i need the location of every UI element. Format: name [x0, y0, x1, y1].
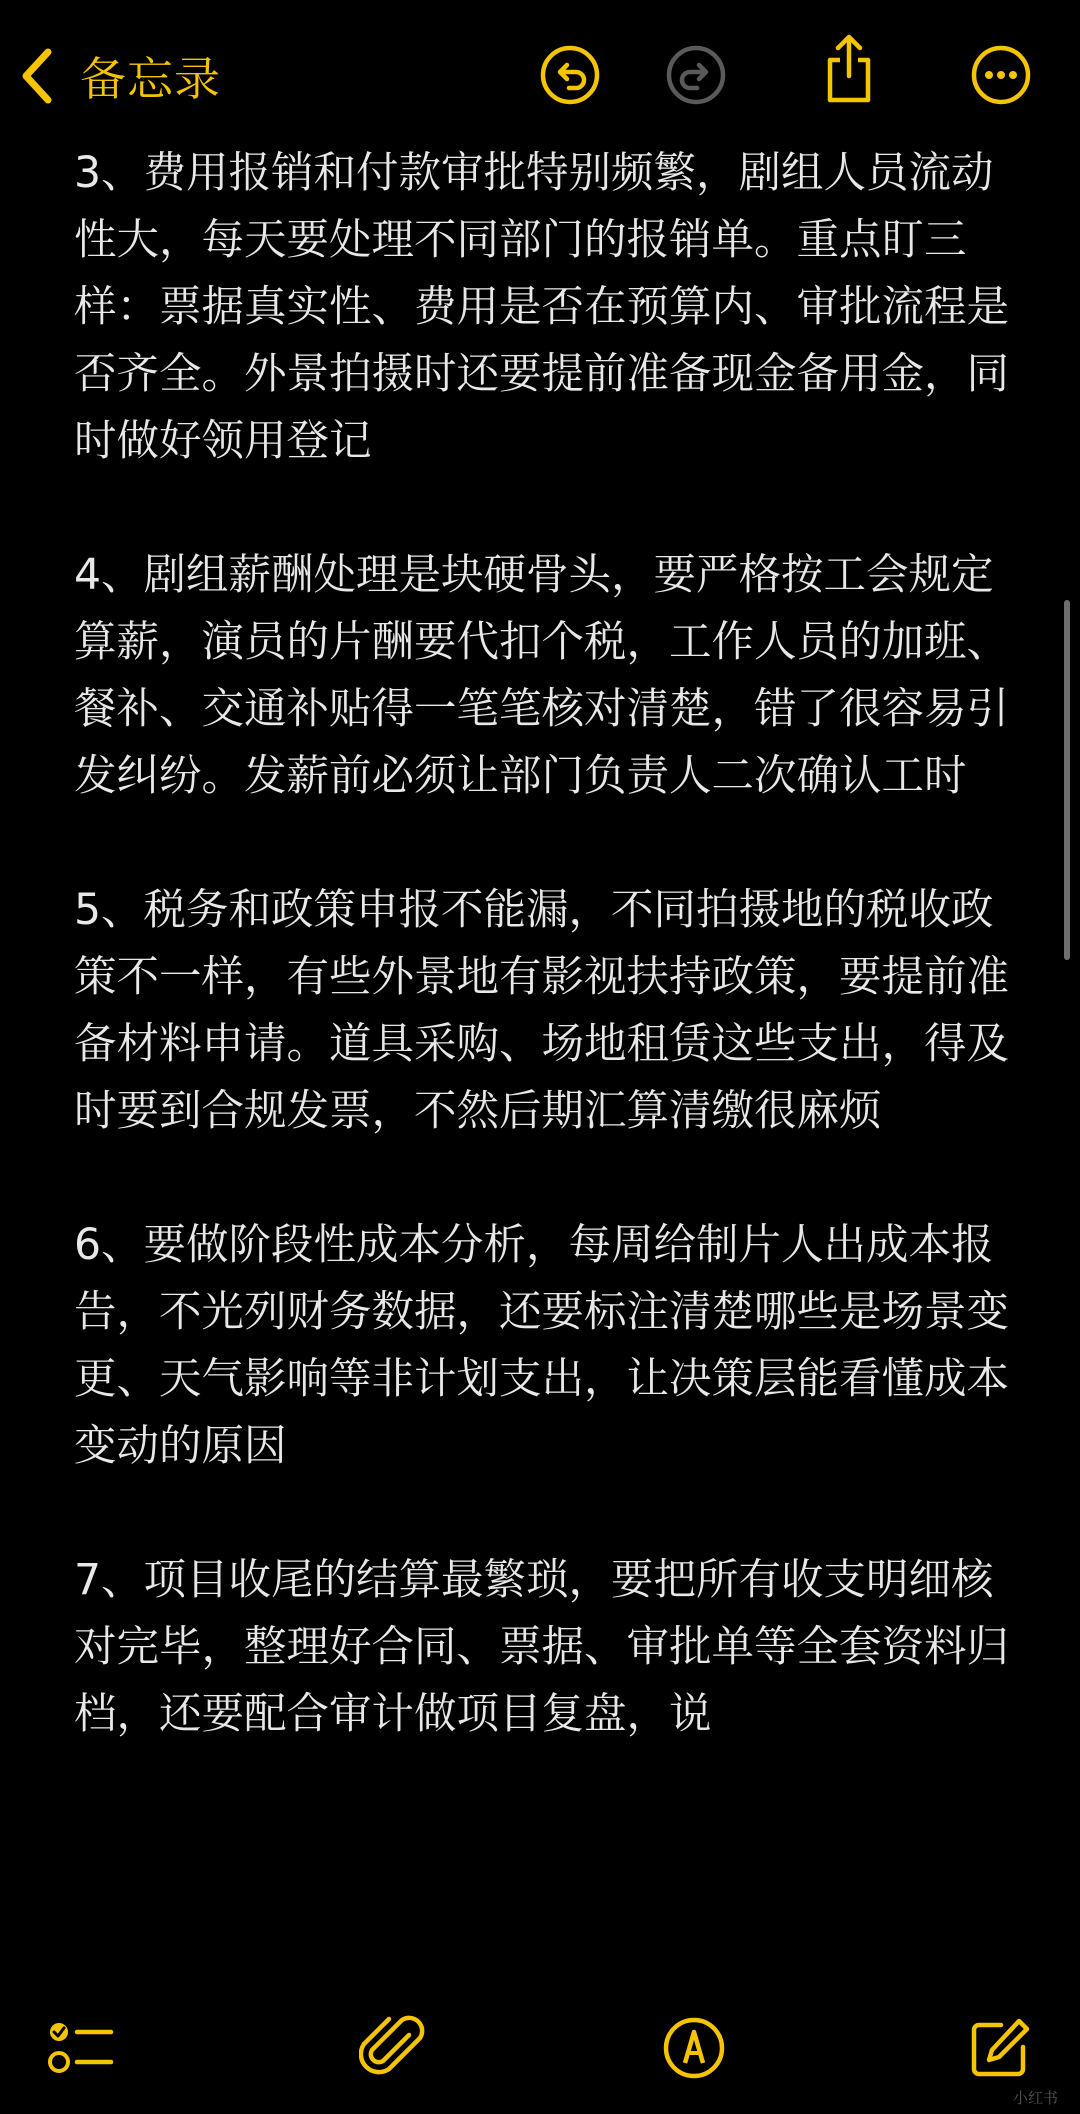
undo-icon — [539, 44, 601, 106]
more-button[interactable] — [968, 42, 1034, 108]
markup-pen-icon — [661, 2015, 727, 2081]
compose-icon — [967, 2015, 1033, 2081]
navigation-bar — [0, 0, 1080, 150]
attachment-button[interactable] — [354, 2010, 430, 2086]
back-button[interactable] — [18, 38, 221, 114]
note-paragraph-3: 3、费用报销和付款审批特别频繁，剧组人员流动性大，每天要处理不同部门的报销单。重点盯三样：票据真实性、费用是否在预算内、审批流程是否齐全。外景拍摄时还要提前准备现金备用金，同时做好领用登记 — [74, 149, 1010, 466]
note-paragraph-5: 5、税务和政策申报不能漏，不同拍摄地的税收政策不一样，有些外景地有影视扶持政策，要提前准备材料申请。道具采购、场地租赁这些支出，得及时要到合规发票，不然后期汇算清缴很麻烦 — [74, 886, 1010, 1136]
paperclip-icon — [359, 2013, 425, 2083]
undo-button[interactable] — [537, 42, 603, 108]
note-paragraph-4: 4、剧组薪酬处理是块硬骨头，要严格按工会规定算薪，演员的片酬要代扣个税，工作人员的加班、餐补、交通补贴得一笔笔核对清楚，错了很容易引发纠纷。发薪前必须让部门负责人二次确认工时 — [74, 551, 1010, 801]
checklist-icon — [47, 2016, 117, 2080]
note-paragraph-7: 7、项目收尾的结算最繁琐，要把所有收支明细核对完毕，整理好合同、票据、审批单等全套资料归档，还要配合审计做项目复盘，说 — [74, 1556, 1010, 1739]
bottom-toolbar — [0, 1990, 1080, 2114]
checklist-button[interactable] — [44, 2010, 120, 2086]
redo-button[interactable] — [663, 42, 729, 108]
watermark: 小红书 — [1012, 2089, 1058, 2107]
share-icon — [821, 32, 877, 106]
chevron-left-icon — [18, 46, 58, 106]
markup-button[interactable] — [656, 2010, 732, 2086]
note-body[interactable] — [74, 140, 1014, 1970]
back-label: 备忘录 — [80, 52, 221, 106]
redo-icon — [665, 44, 727, 106]
more-icon — [970, 44, 1032, 106]
scroll-indicator[interactable] — [1064, 600, 1070, 960]
note-paragraph-6: 6、要做阶段性成本分析，每周给制片人出成本报告，不光列财务数据，还要标注清楚哪些是场景变更、天气影响等非计划支出，让决策层能看懂成本变动的原因 — [74, 1221, 1010, 1471]
share-button[interactable] — [816, 36, 882, 102]
compose-button[interactable] — [962, 2010, 1038, 2086]
